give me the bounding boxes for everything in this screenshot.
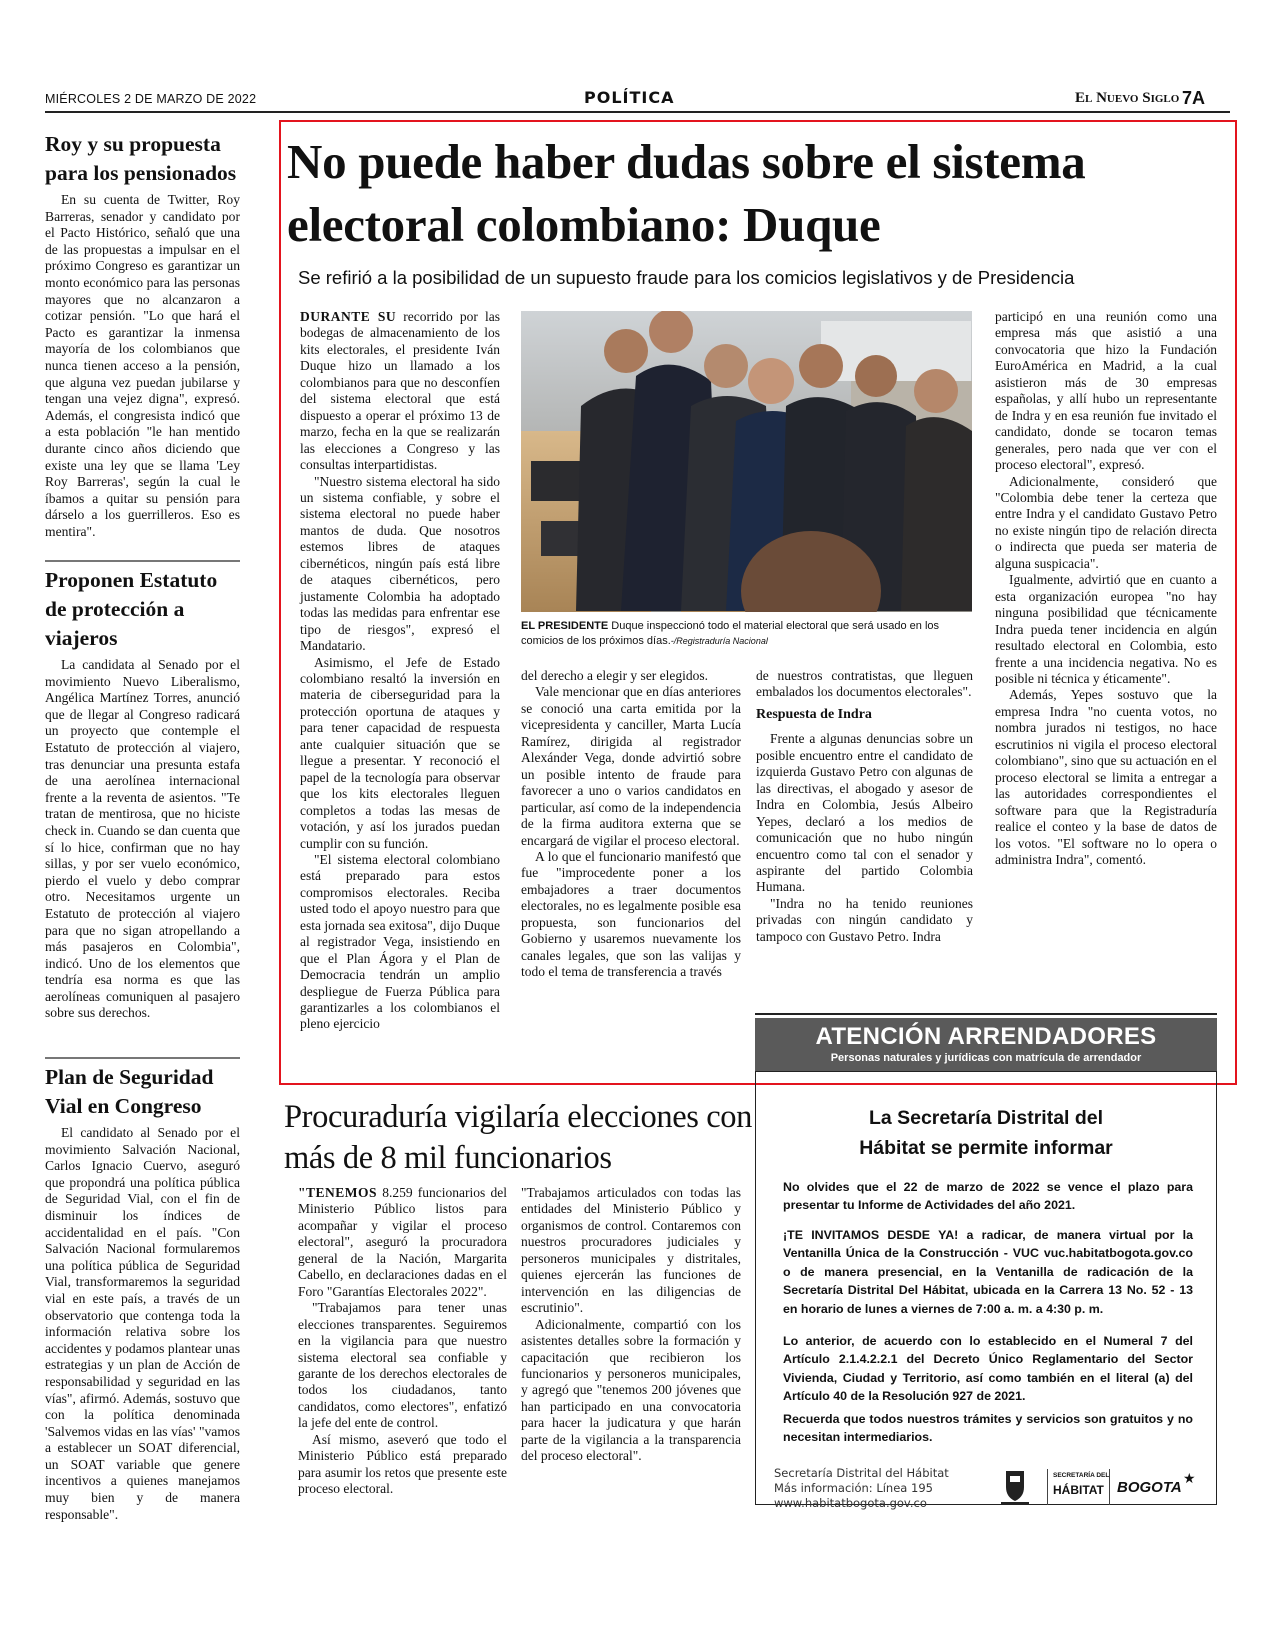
header-rule bbox=[45, 111, 1230, 113]
lead-in: "TENEMOS bbox=[298, 1185, 378, 1200]
second-column-2 bbox=[521, 1185, 741, 1465]
page-number: 7A bbox=[1182, 88, 1206, 108]
ad-banner-subtitle: Personas naturales y jurídicas con matrícula de arrendador bbox=[830, 1052, 1142, 1064]
paragraph: de nuestros contratistas, que lleguen embalados los documentos electorales". bbox=[756, 668, 973, 700]
sidebar-story-title: Plan de Seguridad Vial en Congreso bbox=[45, 1065, 214, 1118]
newspaper-name: El Nuevo Siglo bbox=[1075, 90, 1180, 106]
subheading: Respuesta de Indra bbox=[756, 706, 872, 722]
main-headline: No puede haber dudas sobre el sistema electoral colombiano: Duque bbox=[287, 134, 1086, 252]
sidebar-story-title: Roy y su propuesta para los pensionados bbox=[45, 132, 237, 185]
ad-contact-url: www.habitatbogota.gov.co bbox=[774, 1496, 927, 1510]
sidebar-story-travelers bbox=[45, 566, 240, 1022]
paragraph: "El sistema electoral colombiano está preparado para estos compromisos electorales. Reciba usted todo el apoyo nuestro para que esta jornada sea exitosa", dijo Duque al registrador Vega, insistiendo en que el Plan Ágora y el Plan de Democracia tendrán un amplio despliegue de Fuerza Pública para garantizarles a los colombianos el pleno ejercicio bbox=[300, 851, 500, 1032]
second-column-1 bbox=[298, 1185, 507, 1498]
caption-text: Duque inspeccionó todo el material electoral que será usado en los comicios de los próximos días. bbox=[521, 620, 940, 647]
ad-contact-phone: Más información: Línea 195 bbox=[774, 1481, 933, 1495]
habitat-label: HÁBITAT bbox=[1053, 1483, 1104, 1497]
ad-paragraph: Lo anterior, de acuerdo con lo establecido en el Numeral 7 del Artículo 2.1.4.2.2.1 del Decreto Único Reglamentario del Sector Vivienda, Ciudad y Territorio, así como también en el literal (a) del Artículo 40 de la Resolución 927 de 2021. bbox=[783, 1334, 1193, 1404]
lead-in: DURANTE SU bbox=[300, 309, 397, 324]
ad-top-rule bbox=[755, 1013, 1217, 1015]
paragraph: "Trabajamos articulados con todas las entidades del Ministerio Público y organismos de control. Contaremos con nuestros procuradores judiciales y personeros municipales y distritales, quienes ejercerán las funciones de intervención en las diligencias de escrutinio". bbox=[521, 1185, 741, 1316]
paragraph: recorrido por las bodegas de almacenamiento de los kits electorales, el presidente Iván Duque hizo un llamado a los colombianos para que no desconfíen del sistema electoral que está dispuesto a operar el próximo 13 de marzo, fecha en la que se realizarán las elecciones a Congreso y las consultas interpartidistas. bbox=[300, 309, 501, 473]
section-name: POLÍTICA bbox=[584, 88, 675, 107]
bogota-logo: BOGOTA bbox=[1117, 1479, 1182, 1496]
alcaldia-logo bbox=[997, 1469, 1033, 1505]
paragraph: Asimismo, el Jefe de Estado colombiano resaltó la inversión en materia de ciberseguridad para la protección oportuna de ataques y para tener capacidad de respuesta ante cualquier situación que se llegue a presentar. Y reconoció el papel de la tecnología para observar que los kits electorales lleguen completos a todas las mesas de votación, y así los jurados puedan cumplir con su función. bbox=[300, 654, 500, 851]
main-column-2 bbox=[521, 668, 741, 981]
paragraph: Adicionalmente, compartió con los asistentes detalles sobre la formación y capacitación que recibieron los funcionarios y personeros municipales, y agregó que "tenemos 200 jóvenes que han participado en una convocatoria para hacer la judicatura y que harán parte de la vigilancia a la transparencia del proceso electoral". bbox=[521, 1316, 741, 1464]
main-column-1 bbox=[300, 309, 500, 1033]
paragraph: "Nuestro sistema electoral ha sido un sistema confiable, y sobre el sistema electoral no puede haber mantos de duda. Que nosotros estemos libres de ataques cibernéticos, ningún país está libre de ataques cibernéticos, pero justamente Colombia ha adoptado todas las medidas para enfrentar ese tipo de riesgos", expresó el Mandatario. bbox=[300, 473, 500, 654]
ad-banner bbox=[755, 1018, 1217, 1071]
paragraph: "Indra no ha tenido reuniones privadas con ningún candidato y tampoco con Gustavo Petro. Indra bbox=[756, 895, 973, 944]
paragraph: Además, Yepes sostuvo que la empresa Indra "no cuenta votos, no nombra jurados ni testigos, no hace escrutinios ni vigila el proceso electoral colombiano", sino que su actuación en el proceso electoral se limita a entregar a las autoridades correspondientes el software para que la Registraduría realice el conteo y la base de datos de los votos. "El software no lo opera o administra Indra", comentó. bbox=[995, 687, 1217, 867]
paragraph: "Trabajamos para tener unas elecciones transparentes. Seguiremos en la vigilancia para que nuestro sistema electoral sea confiable y garante de los derechos electorales de todos los ciudadanos, tanto candidatos, como electores", enfatizó la jefe del ente de control. bbox=[298, 1300, 507, 1431]
photo-caption bbox=[521, 619, 976, 649]
sidebar-story-title: Proponen Estatuto de protección a viajeros bbox=[45, 568, 218, 650]
paragraph: participó en una reunión como una empresa más que asistió a una convocatoria que hizo la Fundación EuroAmérica en Madrid, a la cual asistieron más de 30 empresas españolas, y allí hubo un representante de Indra y en esa reunión fue invitado el candidato, donde se tocaron temas generales, pero nada que ver con el proceso electoral", expresó. bbox=[995, 309, 1217, 473]
main-subtitle: Se refirió a la posibilidad de un supuesto fraude para los comicios legislativos y de Presidencia bbox=[298, 267, 1075, 288]
paragraph: A lo que el funcionario manifestó que fue "improcedente poner a los embajadores a traer documentos electorales, no es legalmente posible esa propuesta, son funcionarios del Gobierno y usaremos nuevamente los canales legales, que son las valijas y todo el tema de transferencia a través bbox=[521, 848, 741, 980]
sidebar-story-pensions bbox=[45, 130, 240, 540]
sidebar-divider bbox=[45, 1057, 240, 1059]
logo-divider bbox=[1047, 1469, 1048, 1505]
second-headline: Procuraduría vigilaría elecciones con más de 8 mil funcionarios bbox=[284, 1099, 752, 1176]
coat-of-arms-icon bbox=[997, 1469, 1033, 1505]
sidebar-story-body: La candidata al Senado por el movimiento Nuevo Liberalismo, Angélica Martínez Torres, anunció que de llegar al Congreso radicará un proyecto que contemple el Estatuto de protección al viajero, tras denunciar una presunta estafa de una aerolínea internacional frente a la reventa de asientos. "Te tratan de mentirosa, que no hiciste check in. Cuando se dan cuenta que sí lo hice, confirman que no hay sillas, y por ser vuelo económico, pierdo el vuelo y debo comprar otro. Necesitamos urgente un Estatuto de protección al viajero para que no sigan atropellando a más pasajeros en Colombia", indicó. Uno de los elementos que tendría esa norma es que las aerolíneas comuniquen al pasajero sobre sus derechos. bbox=[45, 657, 240, 1021]
paragraph: 8.259 funcionarios del Ministerio Público listos para acompañar y vigilar el proceso electoral", aseguró la procuradora general de la Nación, Margarita Cabello, en declaraciones dadas en el Foro "Garantías Electorales 2022". bbox=[298, 1185, 507, 1299]
caption-lead: EL PRESIDENTE bbox=[521, 620, 609, 632]
paragraph: del derecho a elegir y ser elegidos. bbox=[521, 668, 709, 683]
main-column-3 bbox=[756, 668, 973, 945]
ad-paragraph: ¡TE INVITAMOS DESDE YA! a radicar, de manera virtual por la Ventanilla Única de la Construcción - VUC vuc.habitatbogota.gov.co o de manera presencial, en la Ventanilla de radicación de la Secretaría Distrital Del Hábitat, ubicada en la Carrera 13 No. 52 - 13 en horario de lunes a viernes de 7:00 a. m. a 4:30 p. m. bbox=[783, 1228, 1193, 1316]
paragraph: Frente a algunas denuncias sobre un posible encuentro entre el candidato de izquierda Gustavo Petro con algunas de las directivas, el abogado y asesor de Indra en Colombia, Jesús Albeiro Yepes, declaró a los medios de comunicación que no hubo ningún encuentro como tal con el senador y aspirante del partido Colombia Humana. bbox=[756, 731, 973, 895]
sidebar-divider bbox=[45, 560, 240, 562]
secretaria-label: SECRETARÍA DEL bbox=[1053, 1472, 1110, 1479]
news-photo bbox=[521, 311, 972, 612]
photo-credit: -/Registraduría Nacional bbox=[670, 636, 768, 646]
main-column-4 bbox=[995, 309, 1217, 868]
logo-divider bbox=[1109, 1469, 1110, 1505]
ad-logos bbox=[997, 1469, 1199, 1505]
ad-contact bbox=[774, 1466, 949, 1511]
ad-contact-org: Secretaría Distrital del Hábitat bbox=[774, 1466, 949, 1480]
ad-heading: La Secretaría Distrital del Hábitat se permite informar bbox=[859, 1107, 1113, 1159]
page-date: MIÉRCOLES 2 DE MARZO DE 2022 bbox=[45, 92, 257, 106]
ad-banner-title: ATENCIÓN ARRENDADORES bbox=[815, 1023, 1157, 1050]
ad-paragraph: Recuerda que todos nuestros trámites y servicios son gratuitos y no necesitan intermediarios. bbox=[783, 1412, 1193, 1445]
paragraph: Vale mencionar que en días anteriores se conoció una carta emitida por la vicepresidenta y canciller, Marta Lucía Ramírez, dirigida al registrador Alexánder Vega, donde advirtió sobre un posible intento de fraude para favorecer a uno o varios candidatos en particular, así como de la independencia de la firma auditora externa que se encargará de vigilar el proceso electoral. bbox=[521, 684, 741, 848]
sidebar-story-body: El candidato al Senado por el movimiento Salvación Nacional, Carlos Ignacio Cuervo, aseguró que propondrá una política pública de Seguridad Vial, con el fin de disminuir los índices de accidentalidad en el país. "Con Salvación Nacional formularemos una política pública de Seguridad Vial, transformaremos la seguridad vial en este país, a través de un observatorio que contenga toda la información relativa sobre los accidentes y podamos plantear unas estrategias y un plan de Acción de responsabilidad y seguridad en las vías", afirmó. Además, sostuvo que con la política denominada 'Salvemos vidas en las vías' "vamos a establecer un SOAT diferencial, un SOAT variable que genere incentivos a quienes manejamos muy bien y de manera responsable". bbox=[45, 1125, 240, 1522]
sidebar-story-body: En su cuenta de Twitter, Roy Barreras, senador y candidato por el Pacto Histórico, señaló que una de las propuestas a impulsar en el próximo Congreso es garantizar un monto económico para las personas mayores que no alcanzaron a cotizar pensión. "Lo que hará el Pacto es garantizar la inmensa mayoría de los colombianos que nunca tienen acceso a la pensión, que alguna vez puedan jubilarse y tengan una vejez digna", expresó. Además, el congresista indicó que a esta población "le han mentido durante cinco años diciendo que existe una ley que se llama 'Ley Roy Barreras', según la cual le íbamos a quitar su pensión para dárselo a los guerrilleros. Eso es mentira". bbox=[45, 192, 240, 539]
photo-illustration bbox=[521, 311, 972, 612]
paragraph: Así mismo, aseveró que todo el Ministerio Público está preparado para asumir los retos que presente este proceso electoral. bbox=[298, 1431, 507, 1497]
ad-paragraph: No olvides que el 22 de marzo de 2022 se vence el plazo para presentar tu Informe de Actividades del año 2021. bbox=[783, 1180, 1193, 1213]
sidebar-story-road-safety bbox=[45, 1063, 240, 1523]
paragraph: Adicionalmente, consideró que "Colombia debe tener la certeza que entre Indra y el candidato Gustavo Petro no existe ningún tipo de relación directa o indirecta que pueda ser materia de alguna suspicacia". bbox=[995, 473, 1217, 571]
star-icon: ★ bbox=[1183, 1472, 1196, 1487]
paragraph: Igualmente, advirtió que en cuanto a esta organización europea "no hay ninguna posibilidad que técnicamente Indra pueda tener incidencia en algún resultado electoral en Colombia, esto frente a una incidencia negativa. No es posible ni técnica y éticamente". bbox=[995, 572, 1217, 686]
